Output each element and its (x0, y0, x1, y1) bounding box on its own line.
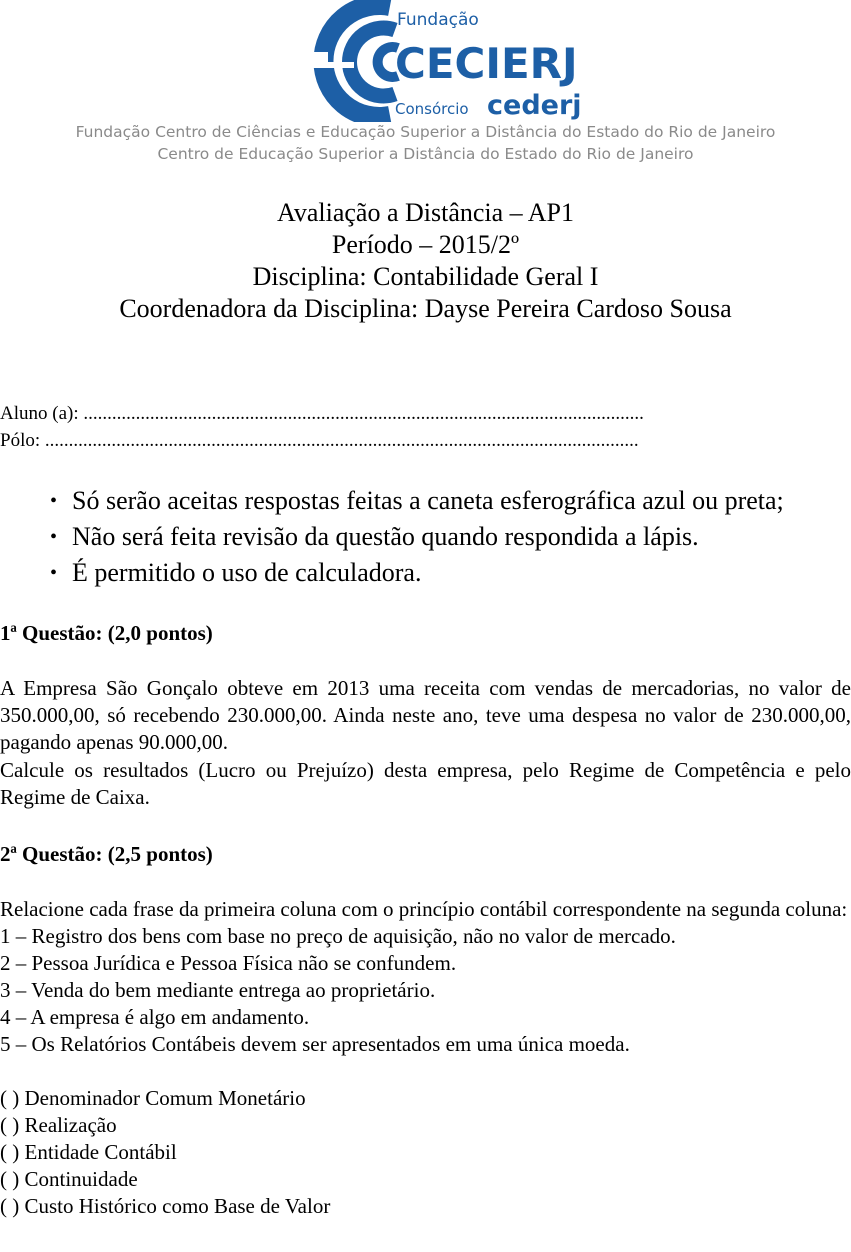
document-title (0, 197, 851, 325)
logo-cecierj: CECIERJ (395, 39, 578, 88)
cecierj-logo (262, 0, 592, 122)
q2-item: 2 – Pessoa Jurídica e Pessoa Física não se confundem. (0, 951, 457, 975)
q2-item: 1 – Registro dos bens com base no preço de aquisição, não no valor de mercado. (0, 924, 676, 948)
logo-fundacao: Fundação (397, 10, 479, 30)
q2-option: ( ) Realização (0, 1113, 117, 1137)
rule-item: • É permitido o uso de calculadora. (0, 555, 784, 591)
rule-item: • Não será feita revisão da questão quando respondida a lápis. (0, 519, 784, 555)
title-line-4: Coordenadora da Disciplina: Dayse Pereira Cardoso Sousa (119, 294, 732, 323)
rule-item: • Só serão aceitas respostas feitas a caneta esferográfica azul ou preta; (0, 483, 784, 519)
q1-paragraph-2: Calcule os resultados (Lucro ou Prejuízo) desta empresa, pelo Regime de Competência e pelo Regime de Caixa. (0, 758, 851, 809)
logo-cederj: cederj (487, 90, 582, 121)
q2-heading: 2ª Questão: (2,5 pontos) (0, 842, 213, 866)
q2-option: ( ) Denominador Comum Monetário (0, 1086, 306, 1110)
q2-intro: Relacione cada frase da primeira coluna com o princípio contábil correspondente na segunda coluna: (0, 897, 848, 921)
q2-body (0, 896, 851, 1220)
q2-item: 5 – Os Relatórios Contábeis devem ser apresentados em uma única moeda. (0, 1032, 630, 1056)
q2-item: 4 – A empresa é algo em andamento. (0, 1005, 310, 1029)
title-line-2: Período – 2015/2º (331, 230, 520, 259)
q2-option: ( ) Continuidade (0, 1167, 138, 1191)
title-line-1: Avaliação a Distância – AP1 (277, 198, 574, 227)
q1-heading: 1ª Questão: (2,0 pontos) (0, 621, 213, 645)
title-line-3: Disciplina: Contabilidade Geral I (252, 262, 599, 291)
header-line-2: Centro de Educação Superior a Distância do Estado do Rio de Janeiro (157, 145, 694, 163)
logo-consorcio: Consórcio (395, 100, 469, 118)
student-fields (0, 400, 644, 454)
q2-item: 3 – Venda do bem mediante entrega ao proprietário. (0, 978, 436, 1002)
q2-option: ( ) Entidade Contábil (0, 1140, 177, 1164)
header-line-1: Fundação Centro de Ciências e Educação Superior a Distância do Estado do Rio de Janeiro (75, 123, 776, 141)
polo-field: Pólo: ............................................................................................................................. (0, 430, 639, 451)
aluno-field: Aluno (a): ...................................................................................................................... (0, 403, 644, 424)
q2-option: ( ) Custo Histórico como Base de Valor (0, 1194, 331, 1218)
q1-paragraph-1: A Empresa São Gonçalo obteve em 2013 uma receita com vendas de mercadorias, no valor de 350.000,00, só recebendo 230.000,00. Ainda neste ano, teve uma despesa no valor de 230.000,00, pagando apenas 90.000,00. (0, 676, 851, 754)
rules-list (0, 483, 784, 591)
